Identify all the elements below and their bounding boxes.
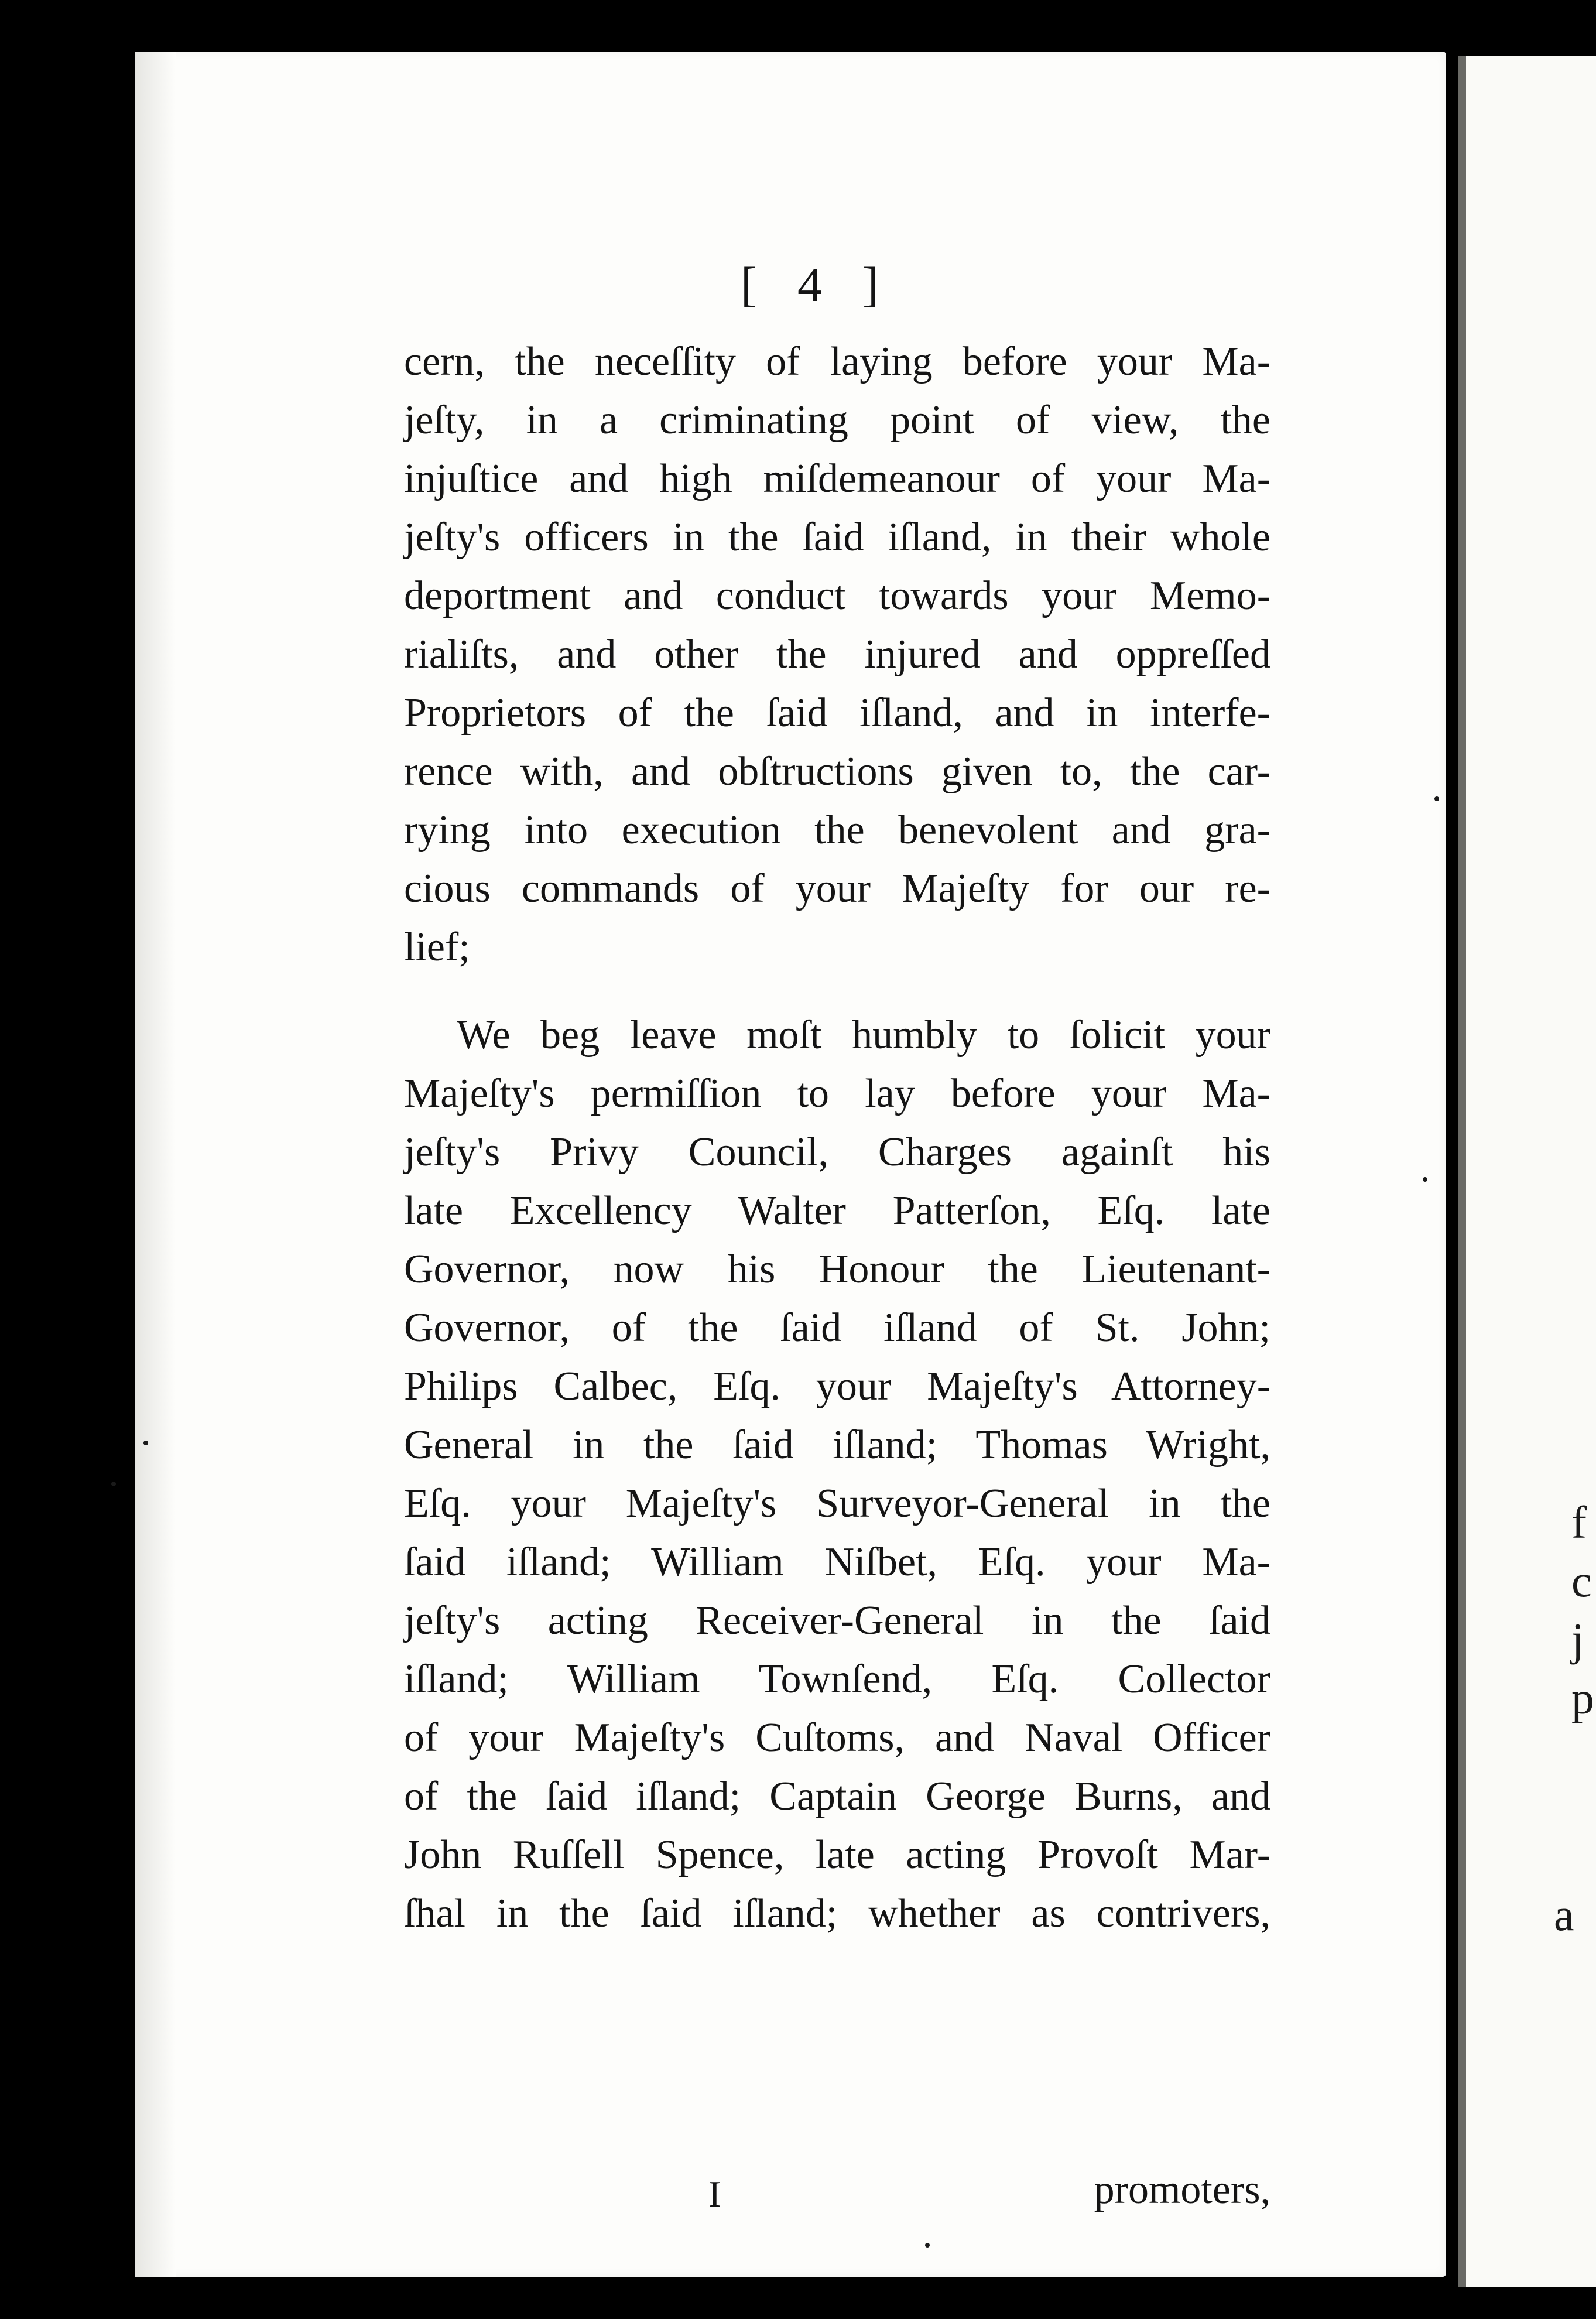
signature-mark: I <box>708 2173 721 2215</box>
text-line: cious commands of your Majeſty for our re- <box>404 866 1270 911</box>
text-line: Majeſty's permiſſion to lay before your Ma- <box>404 1071 1270 1116</box>
text-line: iſland; William Townſend, Eſq. Collector <box>404 1657 1270 1702</box>
text-line: rying into execution the benevolent and gra- <box>404 808 1270 853</box>
ink-speck <box>1434 796 1439 801</box>
text-line: rence with, and obſtructions given to, the car- <box>404 749 1270 794</box>
text-line: Eſq. your Majeſty's Surveyor-General in the <box>404 1481 1270 1526</box>
ink-speck <box>111 1482 116 1486</box>
adjacent-fragment: f <box>1571 1497 1587 1548</box>
catchword: promoters, <box>1094 2167 1270 2212</box>
text-line: of your Majeſty's Cuſtoms, and Naval Officer <box>404 1715 1270 1760</box>
text-line: cern, the neceſſity of laying before your Ma- <box>404 339 1270 384</box>
ink-speck <box>1423 1177 1427 1182</box>
adjacent-fragment: a <box>1554 1889 1574 1940</box>
text-line: injuſtice and high miſdemeanour of your Ma- <box>404 456 1270 501</box>
ink-speck <box>925 2243 930 2248</box>
text-line: jeſty, in a criminating point of view, the <box>404 398 1270 443</box>
text-line: Proprietors of the ſaid iſland, and in interfe- <box>404 690 1270 736</box>
text-line: jeſty's Privy Council, Charges againſt his <box>404 1130 1270 1175</box>
text-line: ſhal in the ſaid iſland; whether as contrivers, <box>404 1891 1270 1936</box>
text-line: jeſty's officers in the ſaid iſland, in their whole <box>404 515 1270 560</box>
text-line: rialiſts, and other the injured and oppreſſed <box>404 632 1270 677</box>
text-line: deportment and conduct towards your Memo- <box>404 573 1270 618</box>
adjacent-fragment: j <box>1571 1614 1584 1665</box>
page-gutter-shadow <box>135 52 176 2277</box>
text-line: Governor, now his Honour the Lieutenant- <box>404 1247 1270 1292</box>
text-line: Philips Calbec, Eſq. your Majeſty's Attorney- <box>404 1364 1270 1409</box>
text-line: jeſty's acting Receiver-General in the ſaid <box>404 1598 1270 1643</box>
text-line: lief; <box>404 925 470 970</box>
text-line: Governor, of the ſaid iſland of St. John; <box>404 1305 1270 1350</box>
text-line: John Ruſſell Spence, late acting Provoſt Mar- <box>404 1832 1270 1877</box>
adjacent-fragment: p <box>1571 1672 1594 1723</box>
ink-speck <box>143 1441 148 1445</box>
adjacent-page <box>1458 56 1596 2287</box>
text-line: We beg leave moſt humbly to ſolicit your <box>457 1013 1270 1058</box>
text-line: General in the ſaid iſland; Thomas Wright, <box>404 1422 1270 1468</box>
text-line: of the ſaid iſland; Captain George Burns, and <box>404 1774 1270 1819</box>
adjacent-fragment: c <box>1571 1555 1592 1606</box>
text-line: ſaid iſland; William Niſbet, Eſq. your Ma- <box>404 1540 1270 1585</box>
text-line: late Excellency Walter Patterſon, Eſq. late <box>404 1188 1270 1233</box>
page-number: [ 4 ] <box>741 258 893 312</box>
